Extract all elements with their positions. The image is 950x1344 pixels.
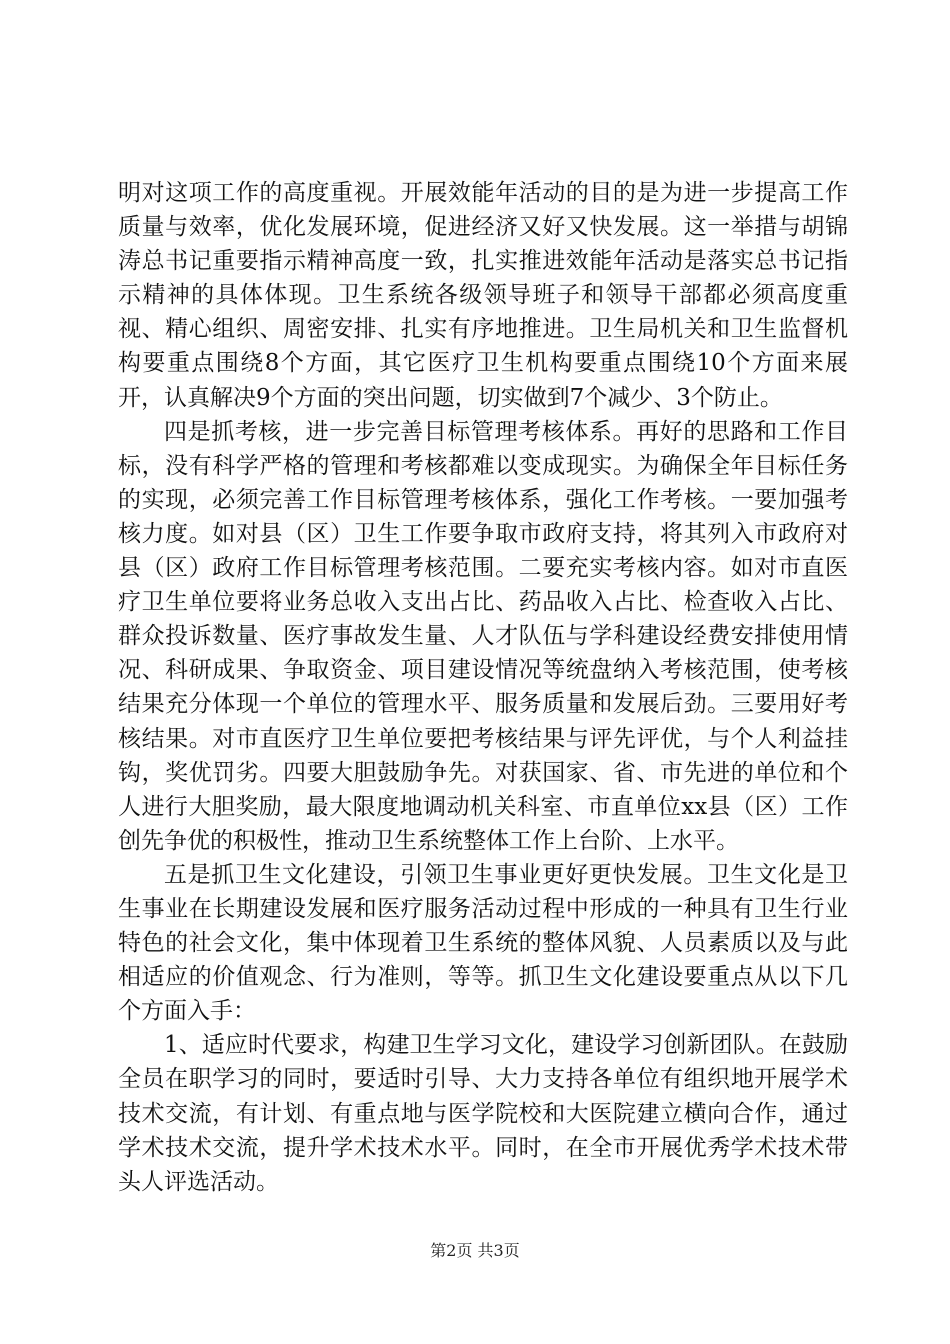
paragraph-2: 四是抓考核，进一步完善目标管理考核体系。再好的思路和工作目标，没有科学严格的管理和考核都难以变成现实。为确保全年目标任务的实现，必须完善工作目标管理考核体系，强化工作考核。一要加强考核力度。如对县（区）卫生工作要争取市政府支持，将其列入市政府对县（区）政府工作目标管理考核范围。二要充实考核内容。如对市直医疗卫生单位要将业务总收入支出占比、药品收入占比、检查收入占比、群众投诉数量、医疗事故发生量、人才队伍与学科建设经费安排使用情况、科研成果、争取资金、项目建设情况等统盘纳入考核范围，使考核结果充分体现一个单位的管理水平、服务质量和发展后劲。三要用好考核结果。对市直医疗卫生单位要把考核结果与评先评优，与个人利益挂钩，奖优罚劣。四要大胆鼓励争先。对获国家、省、市先进的单位和个人进行大胆奖励，最大限度地调动机关科室、市直单位xx县（区）工作创先争优的积极性，推动卫生系统整体工作上台阶、上水平。	[118, 418, 848, 854]
paragraph-4: 1、适应时代要求，构建卫生学习文化，建设学习创新团队。在鼓励全员在职学习的同时，要适时引导、大力支持各单位有组织地开展学术技术交流，有计划、有重点地与医学院校和大医院建立横向合作，通过学术技术交流，提升学术技术水平。同时，在全市开展优秀学术技术带头人评选活动。	[118, 1032, 848, 1195]
page-number-label: 第2页 共3页	[430, 1241, 520, 1260]
page-footer	[0, 1241, 950, 1261]
document-body	[118, 176, 848, 1199]
paragraph-3: 五是抓卫生文化建设，引领卫生事业更好更快发展。卫生文化是卫生事业在长期建设发展和医疗服务活动过程中形成的一种具有卫生行业特色的社会文化，集中体现着卫生系统的整体风貌、人员素质以及与此相适应的价值观念、行为准则，等等。抓卫生文化建设要重点从以下几个方面入手：	[118, 861, 848, 1025]
paragraph-1: 明对这项工作的高度重视。开展效能年活动的目的是为进一步提高工作质量与效率，优化发展环境，促进经济又好又快发展。这一举措与胡锦涛总书记重要指示精神高度一致，扎实推进效能年活动是落实总书记指示精神的具体体现。卫生系统各级领导班子和领导干部都必须高度重视、精心组织、周密安排、扎实有序地推进。卫生局机关和卫生监督机构要重点围绕8个方面，其它医疗卫生机构要重点围绕10个方面来展开，认真解决9个方面的突出问题，切实做到7个减少、3个防止。	[118, 180, 848, 411]
